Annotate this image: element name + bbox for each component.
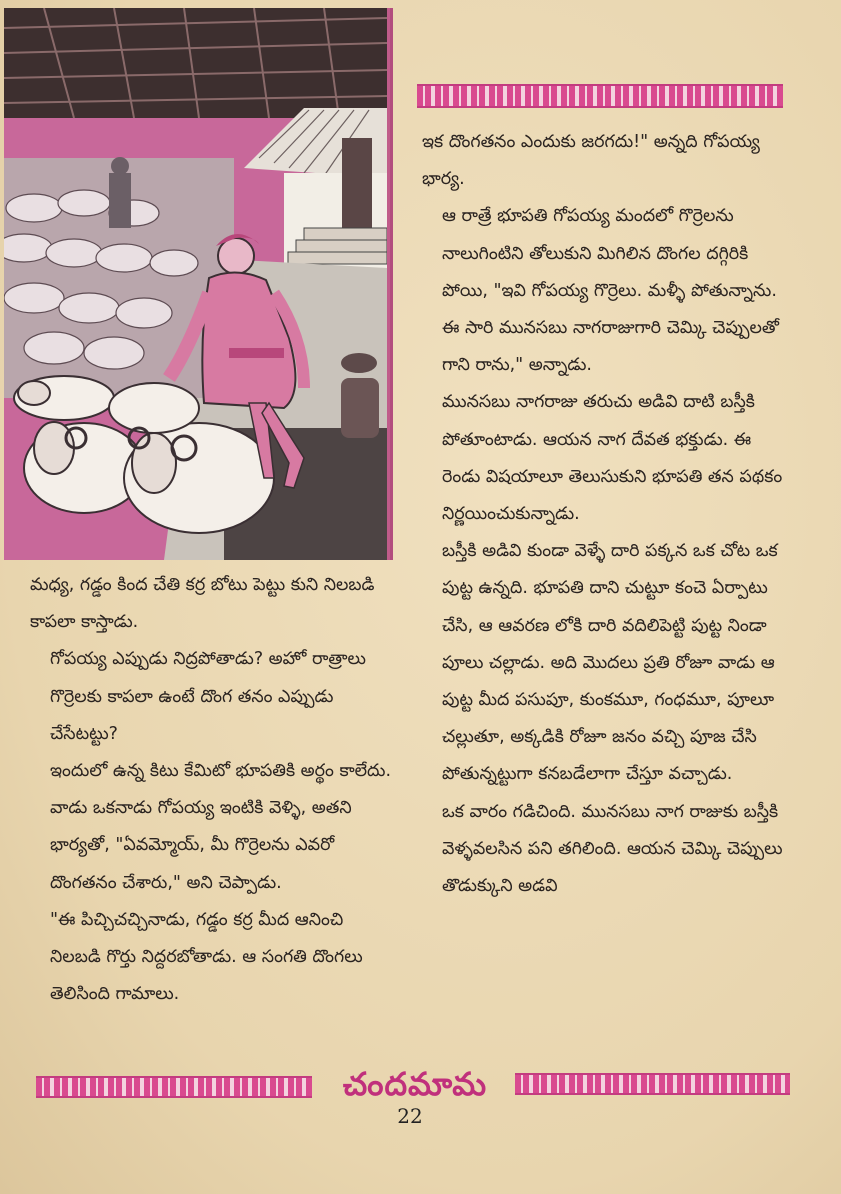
magazine-masthead: చందమామ	[342, 1065, 488, 1103]
paragraph: మునసబు నాగరాజు తరుచు అడివి దాటి బస్తీకి పోతూంటాడు. ఆయన నాగ దేవత భక్తుడు. ఈ రెండు విషయాలూ తెలుసుకుని భూపతి తన పథకం నిర్ణయించుకున్నాడు.	[442, 392, 783, 525]
sheep-pen-picture	[4, 8, 387, 560]
paragraph: బస్తీకి అడివి కుండా వెళ్ళే దారి పక్కన ఒక చోట ఒక పుట్ట ఉన్నది. భూపతి దాని చుట్టూ కంచె ఏర్పాటు చేసి, ఆ ఆవరణ లోకి దారి వదిలిపెట్టి పుట్ట నిండా పూలు చల్లాడు. అది మొదలు ప్రతి రోజూ వాడు ఆ పుట్ట మీద పసుపూ, కుంకమూ, గంధమూ, పూలూ చల్లుతూ, అక్కడికి రోజూ జనం వచ్చి పూజ చేసి పోతున్నట్టుగా కనబడేలాగా చేస్తూ వచ్చాడు.	[442, 541, 778, 785]
left-text-column	[30, 567, 392, 1013]
paragraph: ఆ రాత్రే భూపతి గోపయ్య మందలో గొర్రెలను నాలుగింటిని తోలుకుని మిగిలిన దొంగల దగ్గిరికి పోయి, "ఇవి గోపయ్య గొర్రెలు. మళ్ళీ పోతున్నాను. ఈ సారి మునసబు నాగరాజుగారి చెమ్కి చెప్పులతో గాని రాను," అన్నాడు.	[442, 206, 779, 376]
page-number: 22	[397, 1104, 423, 1128]
paragraph: మధ్య, గడ్డం కింద చేతి కర్ర బోటు పెట్టు కుని నిలబడి కాపలా కాస్తాడు.	[30, 575, 375, 633]
decorative-border-top	[417, 84, 783, 108]
paragraph: ఒక వారం గడిచింది. మునసబు నాగ రాజుకు బస్తీకి వెళ్ళవలసిన పని తగిలింది. ఆయన చెమ్కి చెప్పులు తొడుక్కుని అడవి	[442, 801, 783, 897]
paragraph: "ఈ పిచ్చిచచ్చినాడు, గడ్డం కర్ర మీద ఆనించి నిలబడి గొర్తు నిద్దరబోతాడు. ఆ సంగతి దొంగలు తెలిసింది గామాలు.	[50, 909, 363, 1005]
paragraph: గోపయ్య ఎప్పుడు నిద్రపోతాడు? అహో రాత్రాలు గొర్రెలకు కాపలా ఉంటే దొంగ తనం ఎప్పుడు చేసేటట్టు?	[50, 649, 366, 744]
story-illustration	[4, 8, 393, 560]
decorative-border-right	[515, 1073, 790, 1095]
paragraph: ఇందులో ఉన్న కిటు కేమిటో భూపతికి అర్థం కాలేదు. వాడు ఒకనాడు గోపయ్య ఇంటికి వెళ్ళి, అతని భార్యతో, "ఏవమ్మోయ్, మీ గొర్రెలను ఎవరో దొంగతనం చేశారు," అని చెప్పాడు.	[50, 761, 392, 893]
paragraph: ఇక దొంగతనం ఎందుకు జరగదు!" అన్నది గోపయ్య భార్య.	[422, 132, 760, 190]
right-text-column	[422, 124, 788, 905]
decorative-border-left	[36, 1076, 312, 1098]
